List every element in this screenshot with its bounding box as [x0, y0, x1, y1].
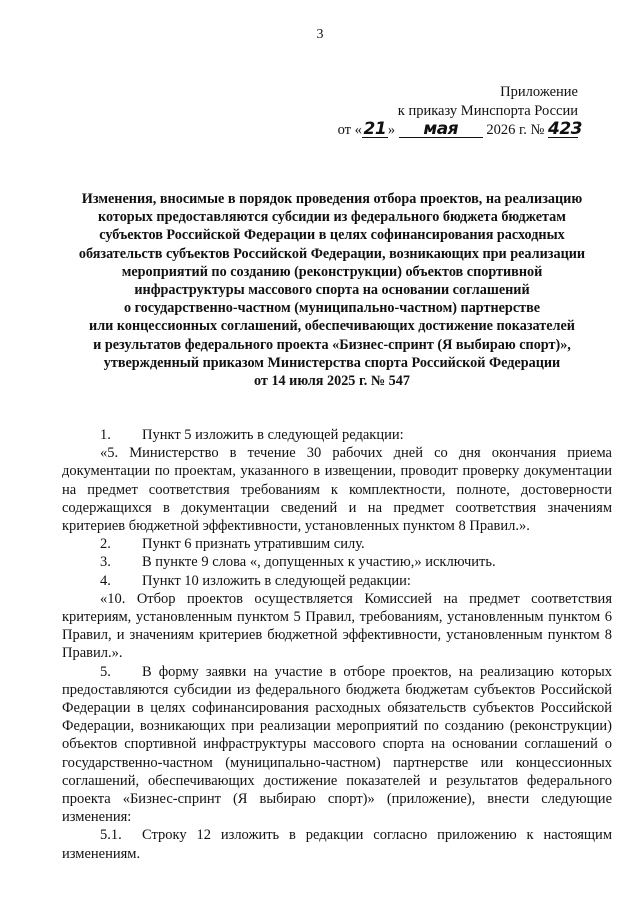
item-number: 1. — [100, 427, 111, 443]
item-number: 5.1. — [100, 827, 122, 844]
order-number-handwritten: 423 — [548, 119, 582, 139]
item-text: Пункт 10 изложить в следующей редакции: — [142, 572, 411, 589]
title-line: мероприятий по созданию (реконструкции) объектов спортивной — [121, 263, 543, 280]
appendix-label: Приложение — [500, 84, 578, 100]
page-number: 3 — [316, 27, 324, 42]
date-year: 2026 г. № — [486, 122, 545, 138]
item-2 — [62, 535, 612, 553]
item-1 — [62, 426, 612, 444]
title-line: субъектов Российской Федерации в целях софинансирования расходных — [99, 227, 565, 244]
item-text: В форму заявки на участие в отборе проектов, на реализацию которых предоставляются субсидии из федерального бюджета бюджетам субъектов Российской Федерации в целях софинансирования расходных обязательств субъектов Российской Федерации, возникающих при реализации мероприятий по созданию (реконструкции) объектов спортивной инфраструктуры массового спорта на основании соглашений о государственно-частном (муниципально-частном) партнерстве или концессионных соглашений, обеспечивающих достижение показателей и результатов федерального проекта «Бизнес-спринт (Я выбираю спорт)» (приложение), внести следующие изменения: — [62, 663, 612, 826]
item-text: «5. Министерство в течение 30 рабочих дней со дня окончания приема документации по проектам, указанного в извещении, проводит проверку документации на предмет соответствия требованиям к комплектности, полноте, достоверности содержащихся в документации сведений и на предмет соответствия значениям критериев бюджетной эффективности, установленных пунктом 8 Правил.». — [62, 445, 612, 535]
title-line: инфраструктуры массового спорта на основании соглашений — [134, 282, 530, 299]
title-line: Изменения, вносимые в порядок проведения отбора проектов, на реализацию — [81, 191, 583, 207]
title-line: утвержденный приказом Министерства спорта Российской Федерации — [103, 354, 561, 371]
title-line: или концессионных соглашений, обеспечивающих достижение показателей — [89, 318, 575, 335]
item-text: Пункт 6 признать утратившим силу. — [142, 536, 365, 553]
appendix-date-line — [337, 119, 582, 140]
item-number: 5. — [100, 663, 111, 680]
title-line: обязательств субъектов Российской Федерации, возникающих при реализации — [78, 245, 586, 262]
item-5 — [62, 663, 612, 827]
document-body — [62, 426, 612, 863]
item-3 — [62, 553, 612, 571]
item-4 — [62, 572, 612, 590]
title-line: и результатов федерального проекта «Бизнес-спринт (Я выбираю спорт)», — [93, 336, 571, 353]
date-day-close: » — [387, 122, 396, 138]
item-text: «10. Отбор проектов осуществляется Комиссией на предмет соответствия критериям, установленным пунктом 5 Правил, требованиям, установленным пунктом 6 Правил, и значениям критериев бюджетной эффективности, установленным пунктом 8 Правил.». — [62, 590, 612, 662]
title-line: о государственно-частном (муниципально-частном) партнерстве — [123, 300, 541, 317]
appendix-block — [337, 83, 582, 140]
date-month-handwritten: мая — [399, 121, 483, 138]
title-line: от 14 июля 2025 г. № 547 — [254, 373, 410, 390]
item-number: 3. — [100, 554, 111, 571]
item-number: 2. — [100, 536, 111, 553]
document-title — [58, 190, 606, 390]
title-line: которых предоставляются субсидии из федерального бюджета бюджетам — [98, 209, 566, 226]
item-text: Строку 12 изложить в редакции согласно приложению к настоящим изменениям. — [62, 827, 612, 862]
item-text: В пункте 9 слова «, допущенных к участию,» исключить. — [142, 554, 496, 571]
appendix-order-ref: к приказу Минспорта России — [397, 103, 578, 119]
item-text: Пункт 5 изложить в следующей редакции: — [142, 427, 404, 443]
date-day-handwritten: 21 — [363, 119, 387, 139]
date-prefix: от « — [337, 122, 362, 138]
item-4-quote — [62, 590, 612, 663]
item-number: 4. — [100, 572, 111, 589]
item-1-quote — [62, 444, 612, 535]
item-5-1 — [62, 826, 612, 862]
